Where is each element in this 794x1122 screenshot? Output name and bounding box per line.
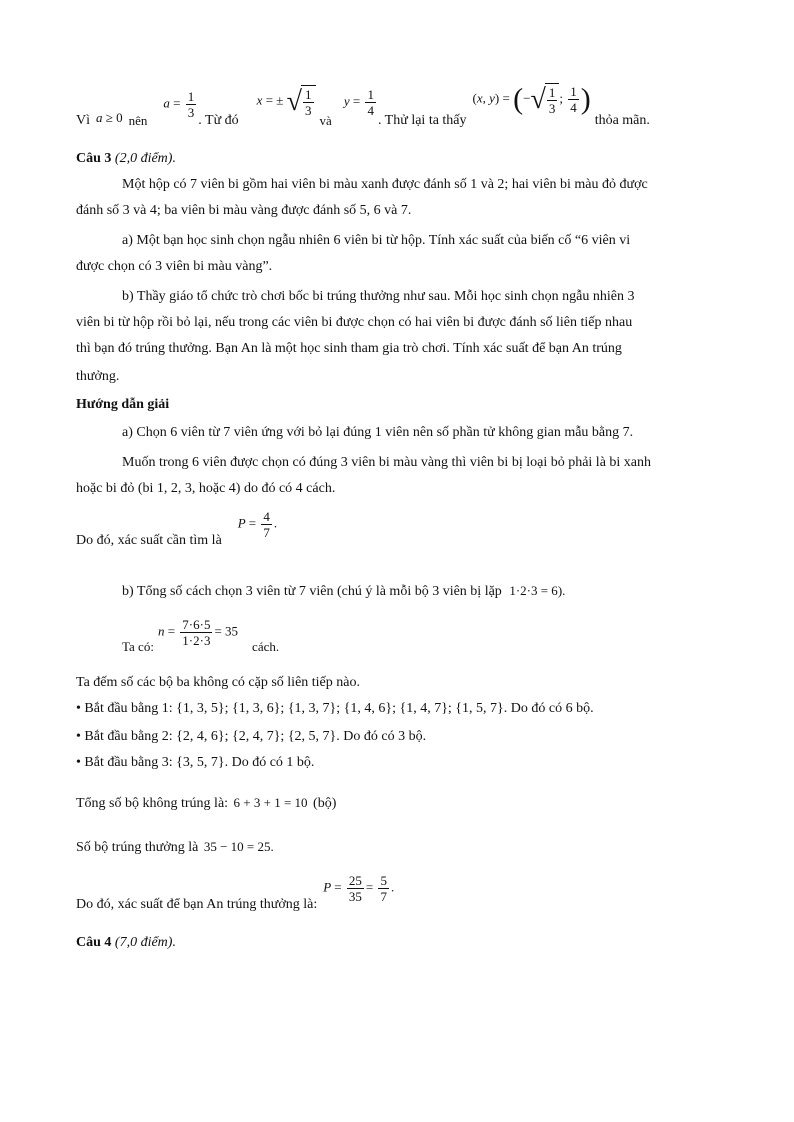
intro-vi: Vì — [76, 113, 90, 128]
formula-a-ge-0: a ≥ 0 — [96, 110, 123, 125]
formula-y-value: y = $\frac{1}{4}$ — [343, 87, 374, 118]
solution-b-line-1 — [122, 582, 766, 601]
solution-b-line-1-text: b) Tổng số cách chọn 3 viên từ 7 viên (chú ý là mỗi bộ 3 viên bị lặp — [122, 584, 502, 599]
question-3-points: (2,0 điểm). — [114, 151, 176, 166]
q3-part-b-line-2: viên bi từ hộp rồi bỏ lại, nếu trong các viên bi được chọn có hai viên bi được đánh số liên tiếp nhau — [76, 315, 633, 330]
formula-35-10-25: 35 − 10 = 25 — [203, 839, 271, 854]
formula-n-35: n = $\frac{7\cdot 6\cdot 5}{1\cdot 2\cdot 3}$ = 35 — [157, 617, 239, 648]
solution-win-text: Số bộ trúng thưởng là — [76, 840, 199, 855]
intro-thulai: . Thử lại ta thấy — [377, 113, 467, 128]
intro-nen: nên — [128, 113, 148, 128]
solution-total-lose-text: Tổng số bộ không trúng là: — [76, 796, 229, 811]
solution-b-count — [122, 612, 766, 656]
solution-a-probability — [76, 510, 720, 550]
question-4-points: (7,0 điểm). — [114, 935, 176, 950]
question-3-heading — [76, 150, 720, 168]
solution-a-line-2: Muốn trong 6 viên được chọn có đúng 3 viên bi màu vàng thì viên bi bị loại bỏ phải là bi xanh — [122, 455, 652, 470]
q3-para-1-line-2: đánh số 3 và 4; ba viên bi màu vàng được đánh số 5, 6 và 7. — [76, 203, 412, 218]
solution-heading: Hướng dẫn giải — [76, 397, 170, 412]
formula-xy-pair: (x, y) = (− √ $\frac{1}{3}$ ; $\frac{1}{4}$ ) — [472, 82, 591, 116]
q3-para-1-line-1: Một hộp có 7 viên bi gồm hai viên bi màu xanh được đánh số 1 và 2; hai viên bi màu đỏ được — [122, 177, 648, 192]
question-4-title: Câu 4 — [76, 935, 112, 950]
intro-va: và — [319, 113, 332, 128]
solution-total-lose-unit: (bộ) — [313, 796, 337, 811]
intro-thoaman: thỏa mãn. — [594, 113, 650, 128]
q3-part-b-line-3: thì bạn đó trúng thưởng. Bạn An là một học sinh tham gia trò chơi. Tính xác suất để bạn An trúng — [76, 341, 622, 356]
solution-final-text: Do đó, xác suất để bạn An trúng thưởng là: — [76, 897, 318, 912]
q3-part-a-line-1: a) Một bạn học sinh chọn ngẫu nhiên 6 viên bi từ hộp. Tính xác suất của biến cố “6 viên vi — [122, 233, 631, 248]
solution-b-cach: cách. — [252, 639, 280, 654]
solution-win: Số bộ trúng thưởng là 35 − 10 = 25. — [76, 839, 274, 855]
solution-bullet-3: • Bắt đầu bằng 3: {3, 5, 7}. Do đó có 1 bộ. — [76, 755, 315, 770]
solution-b-line-1-end: ). — [557, 583, 566, 598]
solution-total-lose — [76, 794, 720, 813]
solution-final — [76, 870, 720, 914]
formula-123-6: 1·2·3 = 6 — [509, 583, 558, 598]
q3-part-a-line-2: được chọn có 3 viên bi màu vàng”. — [76, 259, 273, 274]
formula-6-3-1-10: 6 + 3 + 1 = 10 — [233, 795, 308, 810]
solution-a-line-3: hoặc bi đỏ (bi 1, 2, 3, hoặc 4) do đó có 4 cách. — [76, 481, 336, 496]
question-3-title: Câu 3 — [76, 151, 112, 166]
formula-p-4-7: P = $\frac{4}{7}$ . — [237, 509, 278, 540]
formula-x-value: x = ± √ $\frac{1}{3}$ — [257, 85, 316, 118]
solution-a-probability-text: Do đó, xác suất cần tìm là — [76, 533, 222, 548]
formula-p-25-35: P = $\frac{25}{35}$ = $\frac{5}{7}$ . — [323, 873, 395, 904]
intro-line — [76, 80, 720, 130]
solution-bullet-1: • Bắt đầu bằng 1: {1, 3, 5}; {1, 3, 6}; {1, 3, 7}; {1, 4, 6}; {1, 4, 7}; {1, 5, 7}. Do đó có 6 bộ. — [76, 701, 594, 716]
solution-a-line-1: a) Chọn 6 viên từ 7 viên ứng với bỏ lại đúng 1 viên nên số phần tử không gian mẫu bằng 7. — [122, 425, 634, 440]
solution-bullet-2: • Bắt đầu bằng 2: {2, 4, 6}; {2, 4, 7}; {2, 5, 7}. Do đó có 3 bộ. — [76, 729, 427, 744]
solution-b-taco: Ta có: — [122, 639, 154, 654]
question-4-heading — [76, 934, 720, 952]
q3-part-b-line-1: b) Thầy giáo tổ chức trò chơi bốc bi trúng thưởng như sau. Mỗi học sinh chọn ngẫu nhiên 3 — [122, 289, 635, 304]
solution-count-intro: Ta đếm số các bộ ba không có cặp số liên tiếp nào. — [76, 675, 360, 690]
formula-a-value: a = $\frac{1}{3}$ — [163, 89, 195, 120]
intro-tudo: . Từ đó — [198, 113, 239, 128]
q3-part-b-line-4: thưởng. — [76, 369, 120, 384]
